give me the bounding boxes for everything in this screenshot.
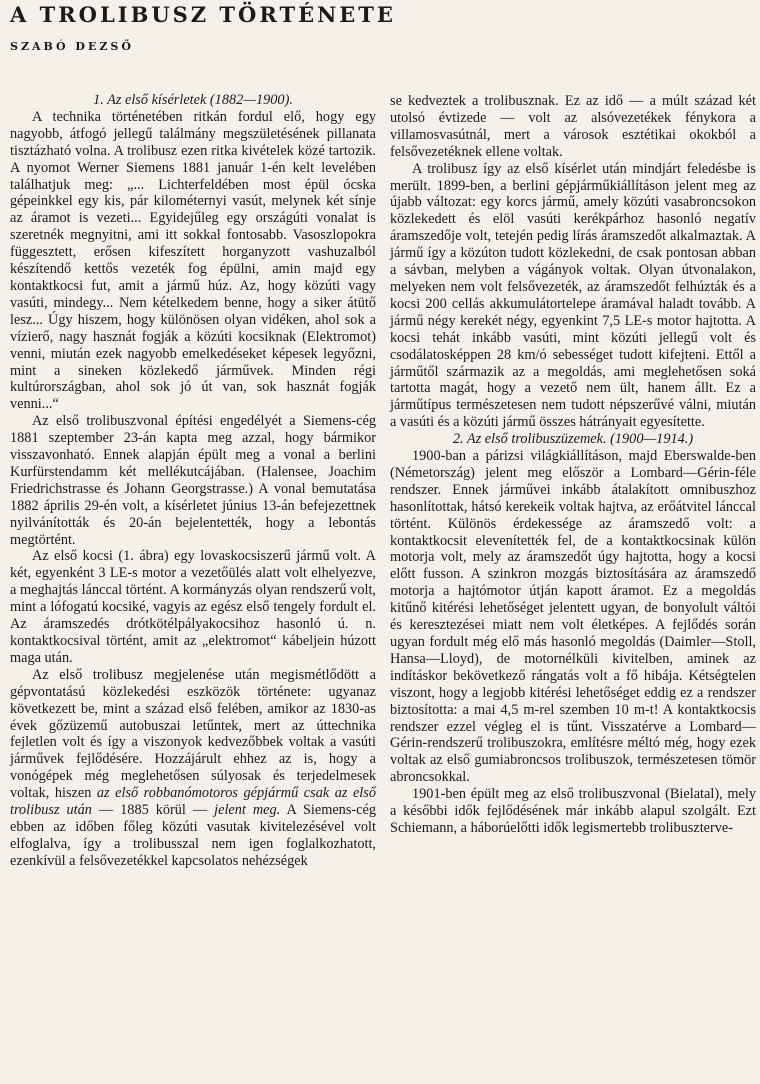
- emphasis-text: jelent meg.: [214, 802, 281, 819]
- right-column: [390, 93, 756, 837]
- paragraph: 1900-ban a párizsi világkiállításon, majd Eberswalde-ben (Németország) jelent meg először a Lombard—Gérin-féle rendszer. Ennek járművei inkább átalakított omnibuszhoz hasonlítottak, hátsó kerekeik voltak hajtva, az erőátvitel lánccal történt. Különös érdekessége az áramszedő volt: a kontaktkocsit elevenítették fel, de a kontaktkocsinak külön motorja volt, mely az áramszedőt úgy hajtotta, hogy a kocsi előtt fusson. A szinkron mozgás biztosítására az áramszedő motorja a hajtómotor útján kapott áramot. Ez a megoldás kitűnő kitérési lehetőséget jelentett ugyan, de bonyolult váltói és keresztezései miatt nem volt életképes. A fejlődés során ugyan fordult még elő más hasonló megoldás (Daimler—Stoll, Hansa—Lloyd), de motornélküli kivitelben, aminek az indításkor bekövetkező rángatás volt a fő hibája. Kétségtelen viszont, hogy a legjobb kitérési lehetőséget eddig ez a rendszer biztosította: a mai 4,5 m-rel szemben 10 m-t! A kontaktkocsis rendszer ezzel végleg el is tűnt. Visszatérve a Lombard—Gérin-rendszerű trolibuszokra, említésre méltó még, hogy ezek voltak az első gumiabroncsos trolibuszok, természetesen tömör abroncsokkal.: [390, 448, 756, 786]
- section-2-title: 2. Az első trolibuszüzemek. (1900—1914.): [452, 431, 694, 448]
- article-author: SZABÓ DEZSŐ: [10, 40, 134, 53]
- article-title: A TROLIBUSZ TÖRTÉNETE: [10, 2, 396, 27]
- paragraph: [10, 667, 376, 870]
- section-1-title: 1. Az első kísérletek (1882—1900).: [93, 92, 293, 108]
- paragraph: Az első trolibuszvonal építési engedélyét a Siemens-cég 1881 szeptember 23-án kapta meg azzal, hogy bármikor visszavonható. Ennek alapján épült meg a vonal a berlini Kurfürstendamm két mellékutcájában. (Halensee, Joachim Friedrichstrasse és Johann Georgstrasse.) A vonal bemutatása 1882 április 29-én volt, a kísérletet június 13-án befejezettnek nyilvánították és 20-án bejelentették, hogy a lebontás megtörtént.: [10, 413, 376, 548]
- paragraph-text: Az első trolibusz megjelenése után megismétlődött a gépvontatású közlekedési eszközök története: ugyanaz következett be, mint a század első felében, amikor az 1830-as évek gőzüzemű autobuszai letűntek, mert az úttechnika fejletlen volt és így a viszonyok kedvezőbbek voltak a vasúti járművek fejlődésére. Hozzájárult ehhez az is, hogy a vonógépek még meglehetősen súlyosak és terjedelmesek voltak, hiszen: [10, 666, 376, 802]
- paragraph-continued: se kedveztek a trolibusznak. Ez az idő — a múlt század két utolsó évtizede — volt az alsóvezetékek fénykora a villamosvasútnál, mert a városok esztétikai okokból a felsővezetéknek ellene voltak.: [390, 93, 756, 160]
- paragraph: Az első kocsi (1. ábra) egy lovaskocsiszerű jármű volt. A két, egyenként 3 LE-s motor a vezetőülés alatt volt elhelyezve, a meghajtás lánccal történt. A kormányzás olyan rendszerű volt, mint a lófogatú kocsiké, vagyis az egész első tengely fordult el. Az áramszedés drótkötélpályakocsihoz hasonló ú. n. kontaktkocsival történt, amit az „elektromot“ kábeljein húzott maga után.: [10, 548, 376, 666]
- paragraph: A trolibusz így az első kísérlet után mindjárt feledésbe is merült. 1899-ben, a berlini gépjárműkiállításon jelent meg az újabb változat: egy korcs jármű, amely közúti vasabroncsokon közlekedett és elöl vasúti kerékpárhoz hasonló negatív áramszedője volt, tetején pedig lírás áramszedőt alkalmaztak. A jármű így a közúton tudott közlekedni, de csak pontosan abban a sávban, melyben a vágányok voltak. Olyan útvonalakon, melyeken nem volt felsővezeték, az áramszedőt felhúzták és a kocsi 200 cellás akkumulátortelepe áramával haladt tovább. A jármű négy kerekét négy, egyenkint 7,5 LE-s motor hajtotta. A kocsi tehát inkább vasúti, mint közúti jellegű volt és csodálatosképpen 28 km/ó sebességet tudott kifejteni. Ettől a járműtől származik az a megoldás, ami meglehetősen soká tartotta magát, hogy a vezető nem ült, hanem állt. Ez a járműtípus természetesen nem tudott népszerűvé válni, miután a vasúti és a közúti jármű összes hátrányait egyesítette.: [390, 160, 756, 431]
- paragraph: A technika történetében ritkán fordul elő, hogy egy nagyobb, átfogó jellegű találmány megszületésének pillanata tisztázható volna. A trolibusz ezen ritka kivételek közé tartozik. A nyomot Werner Siemens 1881 január 1-én kelt levelében találhatjuk meg: „... Lichterfeldében most épül ócska gépeinkkel egy kis, pár kilométernyi vasút, melynek két sínje az áramot is vezeti... Egyidejűleg egy országúti vonalat is szeretnék megnyitni, ami itt sokkal fontosabb. Vasoszlopokra függesztett, erősen kifeszített horganyzott vashuzalból készítendő kettős vezeték fog épülni, amin majd egy kontaktkocsi fut, amit a jármű húz. Az, hogy közúti vagy vasúti, mindegy... Nem kételkedem benne, hogy a siker átütő lesz... Úgy hiszem, hogy különösen olyan vidéken, ahol sok a vízierő, nagy hasznát fogják a közúti kocsiknak (Elektromot) venni, miután ezek nagyobb emelkedéseket képesek legyőzni, mint a sineken közlekedő járművek. Minden régi kultúrországban, ahol sok jó út van, sok hasznát fogják venni...“: [10, 108, 376, 413]
- paragraph-text: — 1885 körül —: [98, 802, 208, 819]
- left-column: [10, 92, 376, 870]
- paragraph: 1901-ben épült meg az első trolibuszvonal (Bielatal), mely a későbbi idők fejlődésének már inkább alapul szolgált. Ezt Schiemann, a háborúelőtti idők legismertebb trolibuszterve-: [390, 786, 756, 836]
- emphasis-text: az első robbanómotoros gépjármű csak az első trolibusz után: [10, 785, 376, 819]
- paragraph-text: A Siemens-cég ebben az időben főleg közúti vasutak kivitelezésével volt elfoglalva, így a trolibusszal nem igen foglalkozhatott, ezenkívül a felsővezetékkel kapcsolatos nehézségek: [10, 802, 376, 869]
